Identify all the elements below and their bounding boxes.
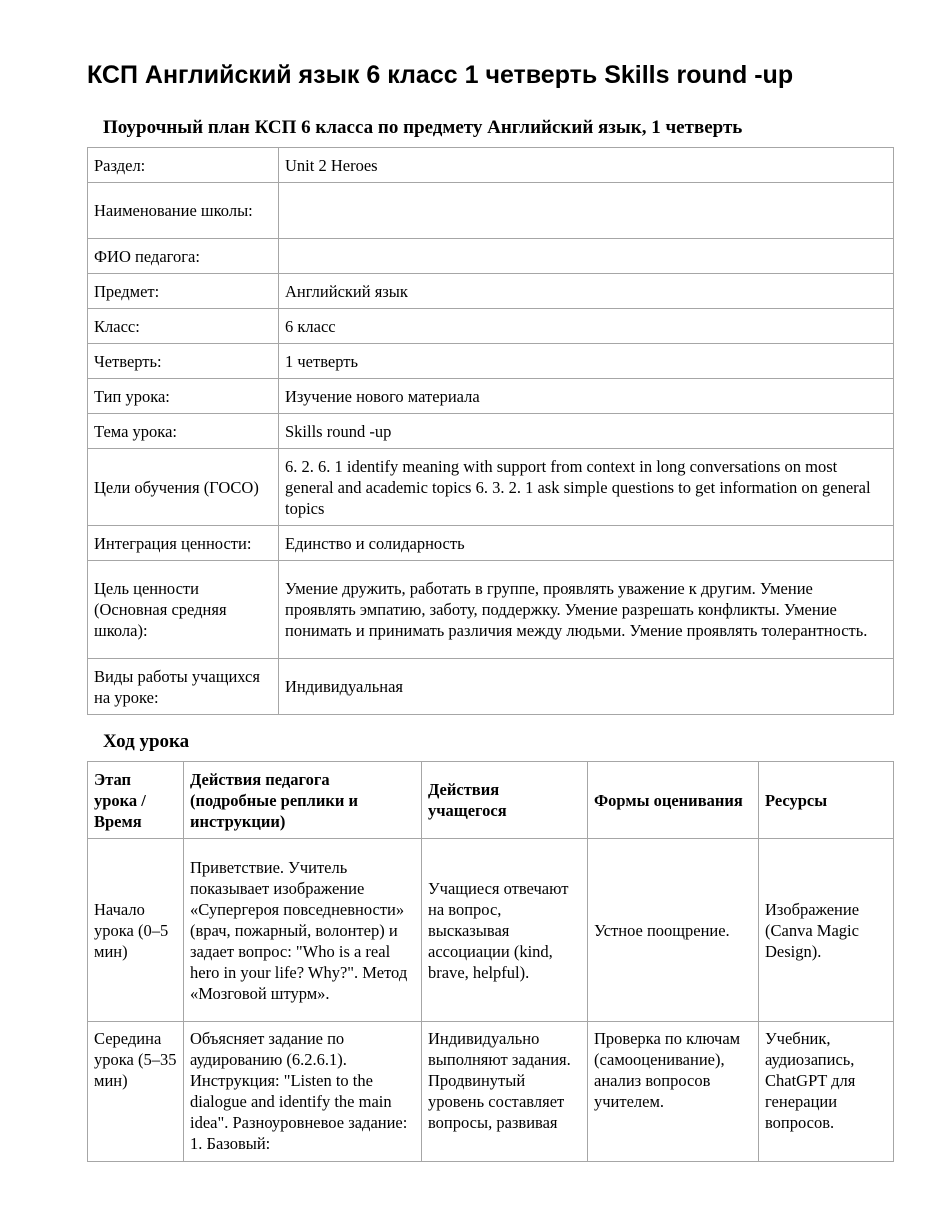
info-row-subject bbox=[88, 274, 894, 309]
info-label: Цели обучения (ГОСО) bbox=[88, 449, 279, 526]
info-label: Класс: bbox=[88, 309, 279, 344]
info-value: 6. 2. 6. 1 identify meaning with support from context in long conversations on most general and academic topics 6. 3. 2. 1 ask simple questions to get information on general topics bbox=[279, 449, 894, 526]
table-cell: Середина урока (5–35 мин) bbox=[88, 1022, 184, 1162]
info-value: Изучение нового материала bbox=[279, 379, 894, 414]
info-row-grade bbox=[88, 309, 894, 344]
info-row-school bbox=[88, 183, 894, 239]
info-value: 6 класс bbox=[279, 309, 894, 344]
info-value bbox=[279, 183, 894, 239]
lesson-heading: Ход урока bbox=[103, 731, 190, 752]
info-value: Английский язык bbox=[279, 274, 894, 309]
table-cell: Учащиеся отвечают на вопрос, высказывая ассоциации (kind, brave, helpful). bbox=[422, 839, 588, 1022]
info-value: Индивидуальная bbox=[279, 659, 894, 715]
info-value: 1 четверть bbox=[279, 344, 894, 379]
lesson-info-table bbox=[87, 147, 894, 715]
column-header: Действия учащегося bbox=[422, 762, 588, 839]
info-label: Виды работы учащихся на уроке: bbox=[88, 659, 279, 715]
info-value: Unit 2 Heroes bbox=[279, 148, 894, 183]
table-cell: Учебник, аудиозапись, ChatGPT для генерации вопросов. bbox=[759, 1022, 894, 1162]
table-row bbox=[88, 1022, 894, 1162]
info-row-quarter bbox=[88, 344, 894, 379]
info-label: Четверть: bbox=[88, 344, 279, 379]
table-cell: Устное поощрение. bbox=[588, 839, 759, 1022]
info-value bbox=[279, 239, 894, 274]
table-row bbox=[88, 839, 894, 1022]
info-label: Раздел: bbox=[88, 148, 279, 183]
column-header: Формы оценивания bbox=[588, 762, 759, 839]
info-label: Наименование школы: bbox=[88, 183, 279, 239]
column-header: Ресурсы bbox=[759, 762, 894, 839]
info-row-work-types bbox=[88, 659, 894, 715]
table-cell: Объясняет задание по аудированию (6.2.6.1). Инструкция: "Listen to the dialogue and identify the main idea". Разноуровневое задание: 1. Базовый: bbox=[184, 1022, 422, 1162]
info-row-goals bbox=[88, 449, 894, 526]
info-label: Цель ценности (Основная средняя школа): bbox=[88, 561, 279, 659]
info-row-lesson-type bbox=[88, 379, 894, 414]
table-cell: Приветствие. Учитель показывает изображение «Супергероя повседневности» (врач, пожарный, волонтер) и задает вопрос: "Who is a real hero in your life? Why?". Метод «Мозговой штурм». bbox=[184, 839, 422, 1022]
info-label: ФИО педагога: bbox=[88, 239, 279, 274]
info-row-values bbox=[88, 526, 894, 561]
info-label: Тип урока: bbox=[88, 379, 279, 414]
lesson-flow-table bbox=[87, 761, 894, 1162]
info-value: Умение дружить, работать в группе, проявлять уважение к другим. Умение проявлять эмпатию, заботу, поддержку. Умение разрешать конфликты. Умение понимать и принимать различия между людьми. Умение проявлять толерантность. bbox=[279, 561, 894, 659]
table-cell: Начало урока (0–5 мин) bbox=[88, 839, 184, 1022]
column-header: Действия педагога (подробные реплики и инструкции) bbox=[184, 762, 422, 839]
info-row-value-goal bbox=[88, 561, 894, 659]
info-row-topic bbox=[88, 414, 894, 449]
info-label: Интеграция ценности: bbox=[88, 526, 279, 561]
info-value: Skills round -up bbox=[279, 414, 894, 449]
page-title: КСП Английский язык 6 класс 1 четверть Skills round -up bbox=[87, 61, 794, 89]
table-cell: Проверка по ключам (самооценивание), анализ вопросов учителем. bbox=[588, 1022, 759, 1162]
info-label: Тема урока: bbox=[88, 414, 279, 449]
plan-subtitle: Поурочный план КСП 6 класса по предмету Английский язык, 1 четверть bbox=[103, 117, 743, 138]
column-header: Этап урока / Время bbox=[88, 762, 184, 839]
table-cell: Изображение (Canva Magic Design). bbox=[759, 839, 894, 1022]
info-label: Предмет: bbox=[88, 274, 279, 309]
info-row-section bbox=[88, 148, 894, 183]
info-value: Единство и солидарность bbox=[279, 526, 894, 561]
lesson-header-row bbox=[88, 762, 894, 839]
info-row-teacher bbox=[88, 239, 894, 274]
table-cell: Индивидуально выполняют задания. Продвинутый уровень составляет вопросы, развивая bbox=[422, 1022, 588, 1162]
